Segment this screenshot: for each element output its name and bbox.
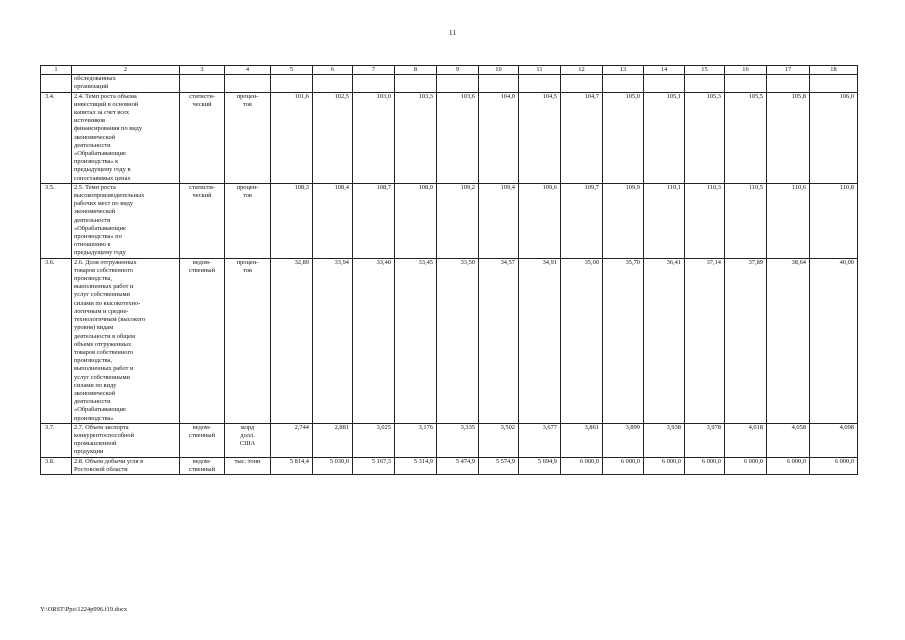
empty-cell [767,75,810,92]
table-row [41,258,858,423]
header-cell-6: 6 [313,66,353,75]
row-value: 5 474,9 [437,457,479,474]
row-source: ведом- ственный [180,423,225,457]
row-value: 3,176 [395,423,437,457]
row-value: 6 000,0 [644,457,685,474]
row-value: 105,8 [767,92,810,183]
row-value: 3,938 [644,423,685,457]
row-value: 6 000,0 [685,457,725,474]
row-value: 37,89 [725,258,767,423]
row-name: 2.8. Объем добычи угля в Ростовской области [72,457,180,474]
row-value: 4,018 [725,423,767,457]
empty-cell [395,75,437,92]
row-name: обследованных организаций [72,75,180,92]
row-value: 108,7 [353,183,395,258]
table-row-continuation [41,75,858,92]
row-code [41,75,72,92]
row-code: 3.4. [41,92,72,183]
row-value: 33,40 [353,258,395,423]
row-value: 110,1 [644,183,685,258]
row-value: 104,5 [519,92,561,183]
header-cell-4: 4 [225,66,271,75]
header-cell-13: 13 [603,66,644,75]
row-value: 35,00 [561,258,603,423]
row-value: 108,9 [395,183,437,258]
row-value: 101,6 [271,92,313,183]
empty-cell [271,75,313,92]
footer-file-path: Y:\ORST\Ppo\1224p996.f19.docx [40,606,128,613]
row-value: 5 167,3 [353,457,395,474]
header-cell-1: 1 [41,66,72,75]
row-value: 110,6 [767,183,810,258]
row-value: 110,5 [725,183,767,258]
row-value: 6 000,0 [603,457,644,474]
empty-cell [644,75,685,92]
row-unit: процен- тов [225,92,271,183]
header-cell-15: 15 [685,66,725,75]
row-value: 35,70 [603,258,644,423]
row-value: 5 814,4 [271,457,313,474]
row-code: 3.7. [41,423,72,457]
header-cell-5: 5 [271,66,313,75]
row-value: 110,8 [810,183,858,258]
row-value: 6 000,0 [725,457,767,474]
header-cell-14: 14 [644,66,685,75]
header-cell-17: 17 [767,66,810,75]
row-unit: тыс. тонн [225,457,271,474]
header-cell-9: 9 [437,66,479,75]
row-value: 33,94 [313,258,353,423]
header-cell-11: 11 [519,66,561,75]
row-value: 36,41 [644,258,685,423]
row-value: 3,502 [479,423,519,457]
row-value: 109,9 [603,183,644,258]
row-source: ведом- ственный [180,258,225,423]
row-value: 104,0 [479,92,519,183]
header-cell-7: 7 [353,66,395,75]
row-value: 6 000,0 [561,457,603,474]
row-source: статисти- ческий [180,92,225,183]
row-code: 3.6. [41,258,72,423]
row-value: 109,6 [519,183,561,258]
empty-cell [725,75,767,92]
indicators-table [40,65,858,475]
row-value: 40,00 [810,258,858,423]
row-value: 103,3 [395,92,437,183]
empty-cell [180,75,225,92]
row-value: 105,1 [644,92,685,183]
row-value: 106,0 [810,92,858,183]
row-name: 2.4. Темп роста объема инвестиций в основной капитал за счет всех источников финансирования по виду экономической деятельности «Обрабатывающие производства» к предыдущему году в сопоставимых ценах [72,92,180,183]
row-value: 33,50 [437,258,479,423]
empty-cell [810,75,858,92]
row-name: 2.5. Темп роста высокопроизводительных рабочих мест по виду экономической деятельности «Обрабатывающие производства» по отношению к предыдущему году [72,183,180,258]
row-value: 5 314,9 [395,457,437,474]
row-value: 3,899 [603,423,644,457]
table-header-row [41,66,858,75]
row-unit: млрд долл. США [225,423,271,457]
table-row [41,92,858,183]
row-value: 103,6 [437,92,479,183]
row-value: 3,677 [519,423,561,457]
header-cell-16: 16 [725,66,767,75]
row-code: 3.8. [41,457,72,474]
empty-cell [353,75,395,92]
row-value: 34,91 [519,258,561,423]
row-value: 38,64 [767,258,810,423]
header-cell-2: 2 [72,66,180,75]
row-value: 37,14 [685,258,725,423]
row-value: 109,4 [479,183,519,258]
row-value: 105,5 [725,92,767,183]
table-row [41,423,858,457]
empty-cell [561,75,603,92]
row-source: статисти- ческий [180,183,225,258]
empty-cell [479,75,519,92]
row-value: 33,45 [395,258,437,423]
row-value: 34,57 [479,258,519,423]
row-value: 103,0 [353,92,395,183]
row-unit: процен- тов [225,258,271,423]
row-value: 4,098 [810,423,858,457]
row-value: 6 000,0 [810,457,858,474]
row-value: 2,881 [313,423,353,457]
row-name: 2.7. Объем экспорта конкурентоспособной промышленной продукции [72,423,180,457]
empty-cell [603,75,644,92]
row-value: 108,3 [271,183,313,258]
table-row [41,457,858,474]
row-value: 102,5 [313,92,353,183]
header-cell-12: 12 [561,66,603,75]
row-value: 109,2 [437,183,479,258]
row-source: ведом- ственный [180,457,225,474]
row-value: 3,861 [561,423,603,457]
row-value: 5 030,0 [313,457,353,474]
empty-cell [437,75,479,92]
row-value: 105,0 [603,92,644,183]
table-row [41,183,858,258]
empty-cell [519,75,561,92]
row-value: 5 694,9 [519,457,561,474]
row-value: 105,3 [685,92,725,183]
row-code: 3.5. [41,183,72,258]
header-cell-18: 18 [810,66,858,75]
row-value: 5 574,9 [479,457,519,474]
row-value: 110,3 [685,183,725,258]
row-value: 109,7 [561,183,603,258]
row-name: 2.6. Доля отгруженных товаров собственного производства, выполненных работ и услуг собственными силами по высокотехно- логичным и средне- технологичным (высокого уровня) видам деятельности в общем объеме отгруженных товаров собственного производства, выполненных работ и услуг собственными силами по виду экономической деятельности «Обрабатывающие производства» [72,258,180,423]
row-value: 104,7 [561,92,603,183]
row-value: 32,89 [271,258,313,423]
table-body [41,66,858,475]
row-value: 3,335 [437,423,479,457]
empty-cell [225,75,271,92]
row-unit: процен- тов [225,183,271,258]
row-value: 3,025 [353,423,395,457]
header-cell-8: 8 [395,66,437,75]
row-value: 108,4 [313,183,353,258]
row-value: 6 000,0 [767,457,810,474]
row-value: 2,744 [271,423,313,457]
empty-cell [685,75,725,92]
empty-cell [313,75,353,92]
header-cell-10: 10 [479,66,519,75]
header-cell-3: 3 [180,66,225,75]
page-number: 11 [448,28,457,37]
row-value: 4,058 [767,423,810,457]
row-value: 3,978 [685,423,725,457]
